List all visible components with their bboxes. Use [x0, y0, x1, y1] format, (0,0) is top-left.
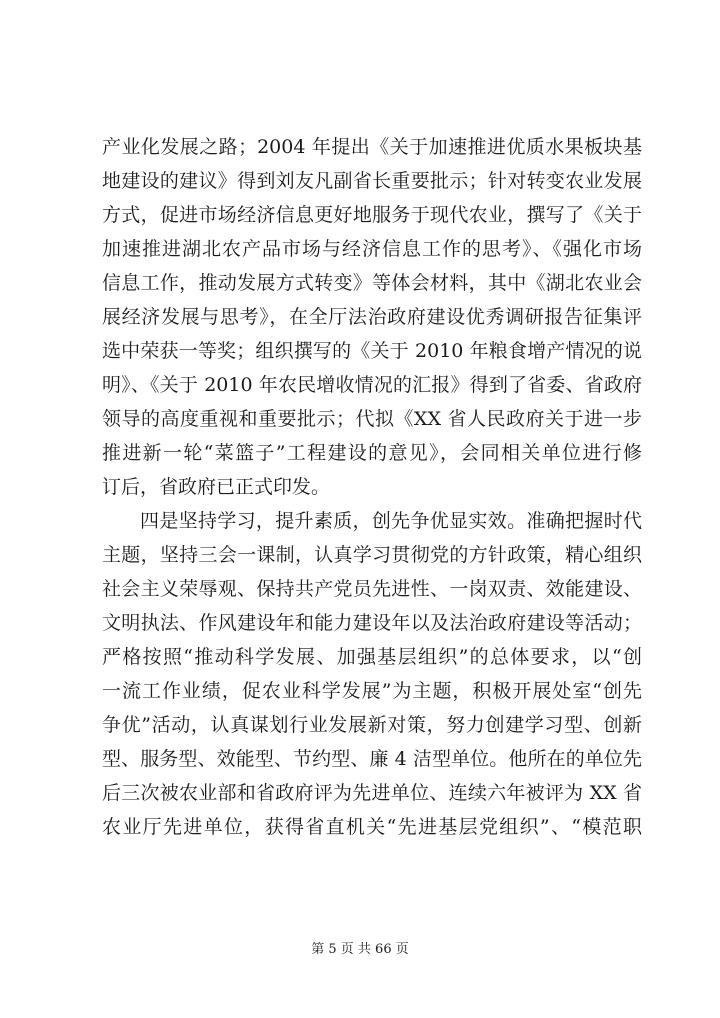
text-line: 地建设的建议》得到刘友凡副省长重要批示；针对转变农业发展	[102, 170, 642, 192]
text-line: 加速推进湖北农产品市场与经济信息工作的思考》、《强化市场	[102, 238, 642, 260]
body-text	[102, 130, 642, 844]
text-line: 订后，省政府已正式印发。	[102, 476, 331, 498]
page-number-footer: 第 5 页 共 66 页	[311, 942, 409, 957]
text-line: 方式，促进市场经济信息更好地服务于现代农业，撰写了《关于	[102, 204, 642, 226]
text-line: 产业化发展之路；2004 年提出《关于加速推进优质水果板块基	[102, 136, 642, 158]
text-line: 农业厅先进单位，获得省直机关“先进基层党组织”、“模范职	[102, 816, 642, 838]
text-line: 领导的高度重视和重要批示；代拟《XX 省人民政府关于进一步	[102, 408, 642, 430]
text-line: 型、服务型、效能型、节约型、廉 4 洁型单位。他所在的单位先	[102, 748, 642, 770]
text-line: 社会主义荣辱观、保持共产党员先进性、一岗双责、效能建设、	[102, 578, 642, 600]
paragraph-first-line: 四是坚持学习，提升素质，创先争优显实效。准确把握时代	[140, 510, 642, 532]
text-line: 明》、《关于 2010 年农民增收情况的汇报》得到了省委、省政府	[102, 374, 642, 396]
text-line: 后三次被农业部和省政府评为先进单位、连续六年被评为 XX 省	[102, 782, 642, 804]
text-line: 严格按照“推动科学发展、加强基层组织”的总体要求，以“创	[102, 646, 642, 668]
text-line: 一流工作业绩，促农业科学发展”为主题，积极开展处室“创先	[102, 680, 642, 702]
text-line: 推进新一轮“菜篮子”工程建设的意见》，会同相关单位进行修	[102, 442, 642, 464]
text-line: 信息工作，推动发展方式转变》等体会材料，其中《湖北农业会	[102, 272, 642, 294]
text-line: 争优”活动，认真谋划行业发展新对策，努力创建学习型、创新	[102, 714, 642, 736]
text-line: 展经济发展与思考》，在全厅法治政府建设优秀调研报告征集评	[102, 306, 642, 328]
text-line: 文明执法、作风建设年和能力建设年以及法治政府建设等活动；	[102, 612, 642, 634]
text-line: 主题，坚持三会一课制，认真学习贯彻党的方针政策，精心组织	[102, 544, 642, 566]
text-line: 选中荣获一等奖；组织撰写的《关于 2010 年粮食增产情况的说	[102, 340, 642, 362]
